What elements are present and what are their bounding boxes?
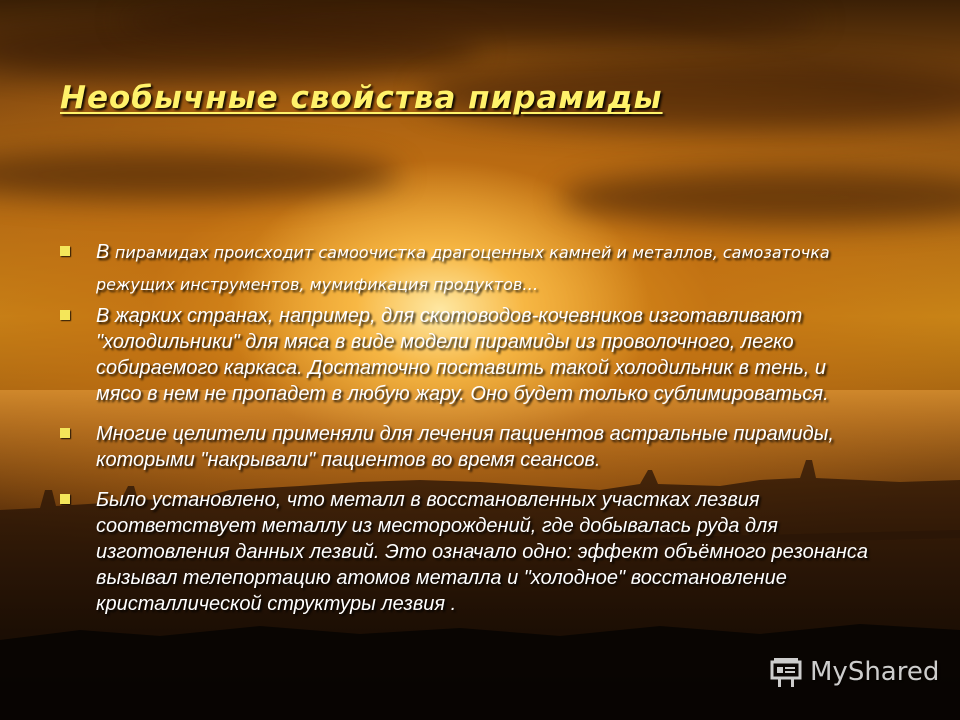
bullet-lead: В [96,241,115,263]
watermark-text: MyShared [810,657,940,687]
presentation-board-icon [768,656,804,688]
cloud-shape [0,150,400,200]
square-bullet-icon [60,494,70,504]
cloud-shape [120,0,820,40]
cloud-shape [560,170,960,225]
bullet-item [60,303,870,407]
bullet-item [60,421,870,473]
square-bullet-icon [60,310,70,320]
watermark [768,656,939,688]
bullet-item [60,236,870,301]
square-bullet-icon [60,246,70,256]
bullet-text: пирамидах происходит самоочистка драгоценных камней и металлов, самозаточка режущих инструментов, мумификация продуктов… [96,243,830,294]
bullet-text: В жарких странах, например, для скотоводов-кочевников изготавливают "холодильники" для мяса в виде модели пирамиды из проволочного, легко собираемого каркаса. Достаточно поставить такой холодильник в тень, и мясо в нем не пропадет в любую жару. Оно будет только сублимироваться. [96,305,829,405]
bullet-text: Было установлено, что металл в восстановленных участках лезвия соответствует металлу из месторождений, где добывалась руда для изготовления данных лезвий. Это означало одно: эффект объёмного резонанса вызывал телепортацию атомов металла и "холодное" восстановление кристаллической структуры лезвия . [96,489,869,615]
bullet-item [60,487,870,617]
bullet-text: Многие целители применяли для лечения пациентов астральные пирамиды, которыми "накрывали" пациентов во время сеансов. [96,423,834,471]
slide-title: Необычные свойства пирамиды [60,80,663,116]
bullet-list [60,236,870,631]
square-bullet-icon [60,428,70,438]
